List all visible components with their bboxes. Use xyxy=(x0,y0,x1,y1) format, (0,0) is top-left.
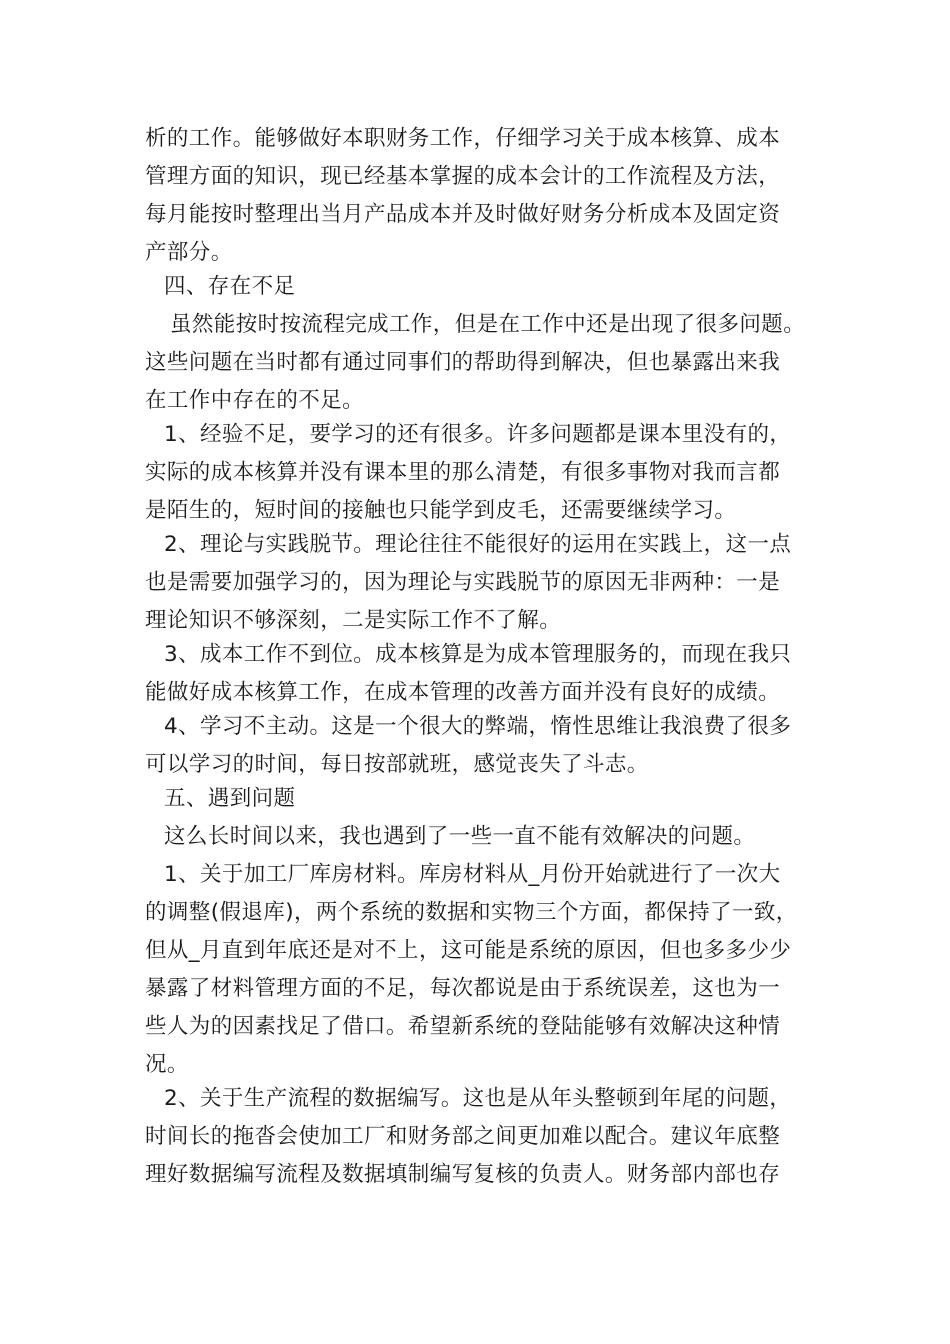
text-line: 可以学习的时间，每日按部就班，感觉丧失了斗志。 xyxy=(145,752,649,777)
text-line: 在工作中存在的不足。 xyxy=(145,388,365,413)
text-line: 的调整(假退库)，两个系统的数据和实物三个方面，都保持了一致， xyxy=(145,900,798,925)
text-line: 每月能按时整理出当月产品成本并及时做好财务分析成本及固定资 xyxy=(145,202,781,227)
text-line: 2、关于生产流程的数据编写。这也是从年头整顿到年尾的问题， xyxy=(164,1086,792,1111)
text-line: 是陌生的，短时间的接触也只能学到皮毛，还需要继续学习。 xyxy=(145,498,737,523)
text-line: 2、理论与实践脱节。理论往往不能很好的运用在实践上，这一点 xyxy=(164,532,792,557)
text-line: 1、关于加工厂库房材料。库房材料从_月份开始就进行了一次大 xyxy=(164,862,781,887)
text-line: 这些问题在当时都有通过同事们的帮助得到解决，但也暴露出来我 xyxy=(145,350,781,375)
text-line: 能做好成本核算工作，在成本管理的改善方面并没有良好的成绩。 xyxy=(145,680,781,705)
text-line: 况。 xyxy=(145,1052,189,1077)
text-line: 管理方面的知识，现已经基本掌握的成本会计的工作流程及方法， xyxy=(145,164,781,189)
text-line: 但从_月直到年底还是对不上，这可能是系统的原因，但也多多少少 xyxy=(145,938,792,963)
section-heading: 四、存在不足 xyxy=(164,274,296,299)
section-heading: 五、遇到问题 xyxy=(164,786,296,811)
text-line: 1、经验不足，要学习的还有很多。许多问题都是课本里没有的， xyxy=(164,422,792,447)
text-line: 实际的成本核算并没有课本里的那么清楚，有很多事物对我而言都 xyxy=(145,460,781,485)
text-line: 些人为的因素找足了借口。希望新系统的登陆能够有效解决这种情 xyxy=(145,1014,781,1039)
text-line: 也是需要加强学习的，因为理论与实践脱节的原因无非两种：一是 xyxy=(145,570,781,595)
text-line: 这么长时间以来，我也遇到了一些一直不能有效解决的问题。 xyxy=(164,824,756,849)
text-line: 4、学习不主动。这是一个很大的弊端，惰性思维让我浪费了很多 xyxy=(164,714,792,739)
text-line: 理论知识不够深刻，二是实际工作不了解。 xyxy=(145,608,562,633)
text-line: 虽然能按时按流程完成工作，但是在工作中还是出现了很多问题。 xyxy=(170,312,806,337)
text-line: 析的工作。能够做好本职财务工作，仔细学习关于成本核算、成本 xyxy=(145,126,781,151)
text-line: 产部分。 xyxy=(145,240,233,265)
text-line: 暴露了材料管理方面的不足，每次都说是由于系统误差，这也为一 xyxy=(145,976,781,1001)
text-line: 理好数据编写流程及数据填制编写复核的负责人。财务部内部也存 xyxy=(145,1162,781,1187)
text-line: 时间长的拖沓会使加工厂和财务部之间更加难以配合。建议年底整 xyxy=(145,1124,781,1149)
text-line: 3、成本工作不到位。成本核算是为成本管理服务的，而现在我只 xyxy=(164,642,792,667)
